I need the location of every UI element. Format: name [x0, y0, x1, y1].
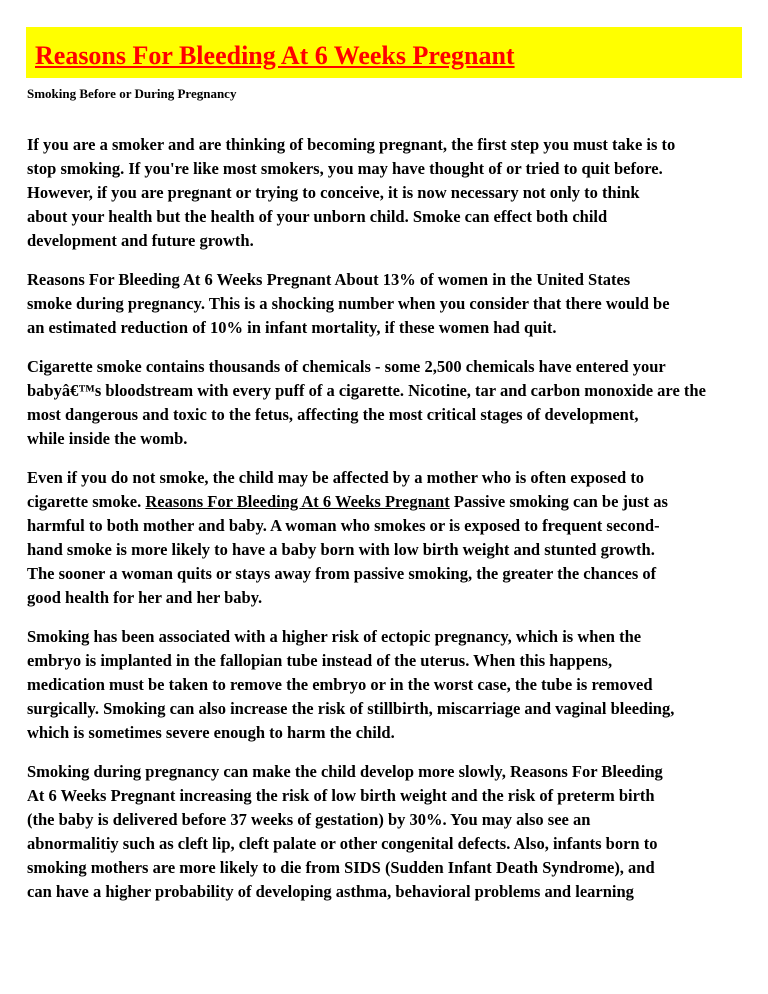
text-segment: cigarette smoke.: [27, 492, 146, 511]
text-line: can have a higher probability of developing asthma, behavioral problems and learning: [27, 882, 634, 901]
text-line: abnormalitiy such as cleft lip, cleft palate or other congenital defects. Also, infants born to: [27, 834, 658, 853]
paragraph-4: [27, 466, 768, 610]
text-line: which is sometimes severe enough to harm the child.: [27, 723, 395, 742]
title-banner: [26, 27, 742, 78]
text-line: medication must be taken to remove the embryo or in the worst case, the tube is removed: [27, 675, 653, 694]
text-line: good health for her and her baby.: [27, 588, 263, 607]
paragraph-2: [27, 268, 768, 340]
text-line: However, if you are pregnant or trying to conceive, it is now necessary not only to think: [27, 183, 640, 202]
text-line: Smoking during pregnancy can make the child develop more slowly, Reasons For Bleeding: [27, 762, 663, 781]
text-line: If you are a smoker and are thinking of becoming pregnant, the first step you must take is to: [27, 135, 676, 154]
text-line: Reasons For Bleeding At 6 Weeks Pregnant About 13% of women in the United States: [27, 270, 631, 289]
paragraph-5: [27, 625, 768, 745]
paragraph-6: [27, 760, 768, 904]
text-line: At 6 Weeks Pregnant increasing the risk of low birth weight and the risk of preterm birth: [27, 786, 655, 805]
text-line-with-link: [27, 490, 768, 514]
text-line: development and future growth.: [27, 231, 254, 250]
paragraph-3: [27, 355, 768, 451]
text-line: while inside the womb.: [27, 429, 188, 448]
text-line: embryo is implanted in the fallopian tube instead of the uterus. When this happens,: [27, 651, 613, 670]
text-line: Even if you do not smoke, the child may be affected by a mother who is often exposed to: [27, 468, 645, 487]
text-line: babyâ€™s bloodstream with every puff of a cigarette. Nicotine, tar and carbon monoxide are the: [27, 381, 706, 400]
text-line: Smoking has been associated with a higher risk of ectopic pregnancy, which is when the: [27, 627, 642, 646]
text-line: smoke during pregnancy. This is a shocking number when you consider that there would be: [27, 294, 670, 313]
text-line: most dangerous and toxic to the fetus, affecting the most critical stages of development,: [27, 405, 639, 424]
text-segment: Passive smoking can be just as: [449, 492, 668, 511]
text-line: harmful to both mother and baby. A woman who smokes or is exposed to frequent second-: [27, 516, 660, 535]
text-line: smoking mothers are more likely to die from SIDS (Sudden Infant Death Syndrome), and: [27, 858, 655, 877]
text-line: an estimated reduction of 10% in infant mortality, if these women had quit.: [27, 318, 557, 337]
text-line: The sooner a woman quits or stays away from passive smoking, the greater the chances of: [27, 564, 657, 583]
article-link[interactable]: Reasons For Bleeding At 6 Weeks Pregnant: [145, 492, 450, 511]
section-subtitle: Smoking Before or During Pregnancy: [27, 86, 237, 101]
text-line: hand smoke is more likely to have a baby born with low birth weight and stunted growth.: [27, 540, 655, 559]
text-line: Cigarette smoke contains thousands of chemicals - some 2,500 chemicals have entered your: [27, 357, 666, 376]
text-line: (the baby is delivered before 37 weeks of gestation) by 30%. You may also see an: [27, 810, 591, 829]
text-line: about your health but the health of your unborn child. Smoke can effect both child: [27, 207, 608, 226]
page-title: Reasons For Bleeding At 6 Weeks Pregnant: [35, 41, 515, 70]
text-line: stop smoking. If you're like most smokers, you may have thought of or tried to quit before.: [27, 159, 663, 178]
paragraph-1: [27, 133, 768, 253]
document-body: [27, 133, 768, 919]
text-line: surgically. Smoking can also increase the risk of stillbirth, miscarriage and vaginal bleeding,: [27, 699, 675, 718]
